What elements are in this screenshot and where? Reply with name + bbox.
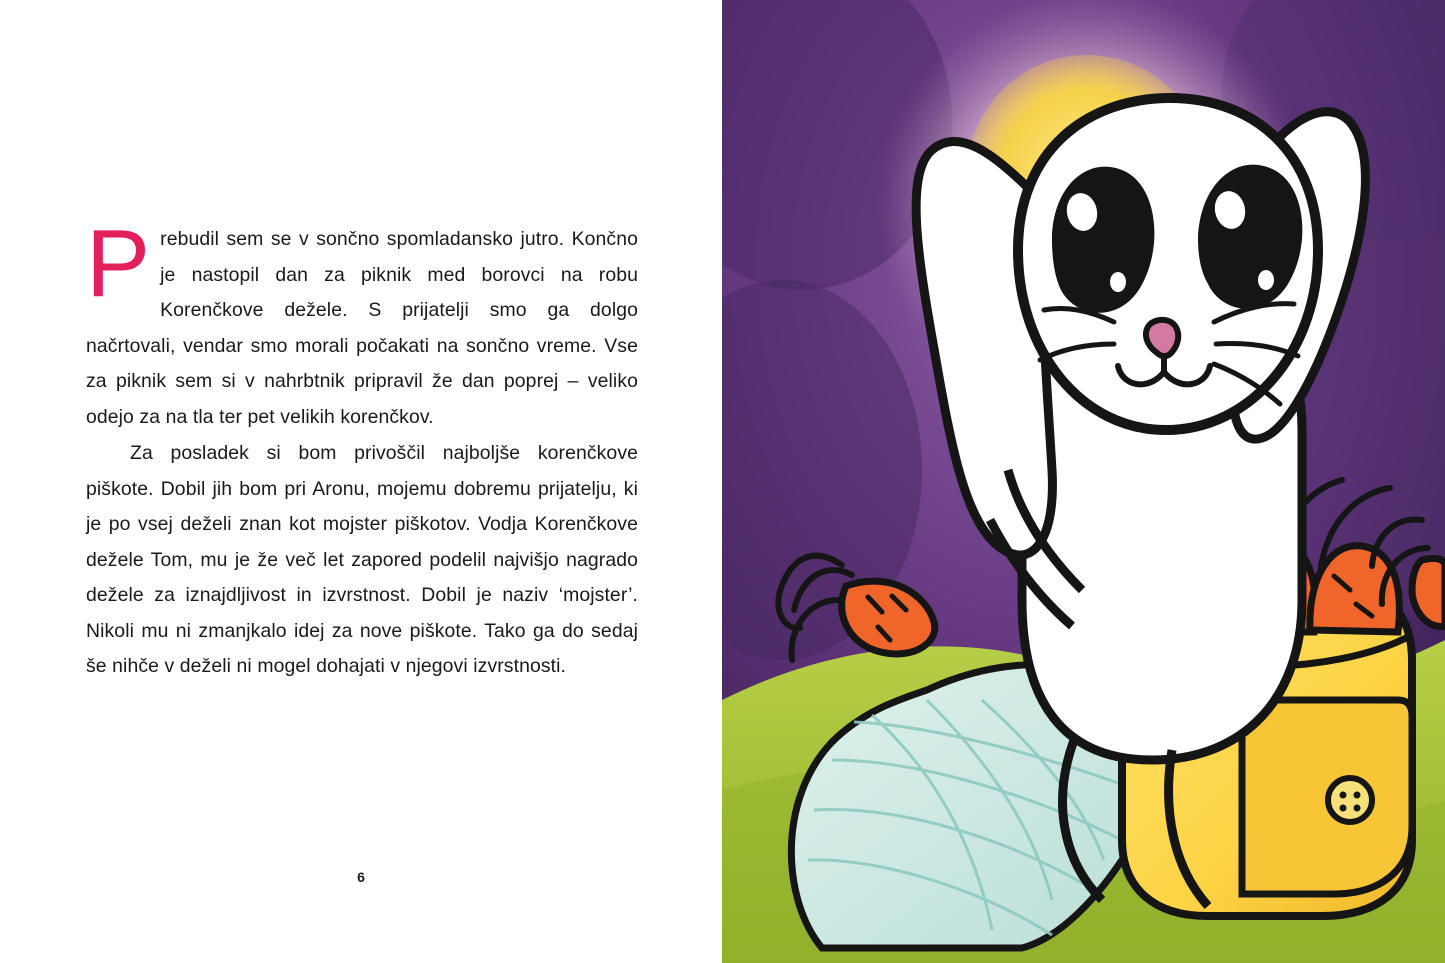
paragraph-two: Za posladek si bom privoščil najboljše korenčkove piškote. Dobil jih bom pri Aronu, mojemu dobremu prijatelju, ki je po vsej deželi znan kot mojster piškotov. Vodja Korenčkove dežele Tom, mu je že več let zapored podelil najvišjo nagrado dežele za iznajdljivost in izvrstnost. Dobil je naziv ‘mojster’. Nikoli mu ni zmanjkalo idej za nove piškote. Tako ga do sedaj še nihče v deželi ni mogel dohajati v njegovi izvrstnosti. (86, 442, 638, 677)
drop-cap: P (86, 210, 151, 317)
right-illustration-page (722, 0, 1445, 963)
paragraph-one (86, 210, 638, 435)
left-text-page (0, 0, 722, 963)
body-text (86, 210, 638, 685)
page-number: 6 (357, 869, 365, 885)
rabbit-illustration (722, 0, 1445, 963)
backpack-button (1328, 778, 1372, 822)
paragraph-one-text: rebudil sem se v sončno spomladansko jutro. Končno je nastopil dan za piknik med borovci na robu Korenčkove dežele. S prijatelji smo ga dolgo načrtovali, vendar smo morali počakati na sončno vreme. Vse za piknik sem si v nahrbtnik pripravil že dan poprej – veliko odejo za na tla ter pet velikih korenčkov. (86, 228, 638, 428)
rabbit-nose (1146, 320, 1178, 356)
